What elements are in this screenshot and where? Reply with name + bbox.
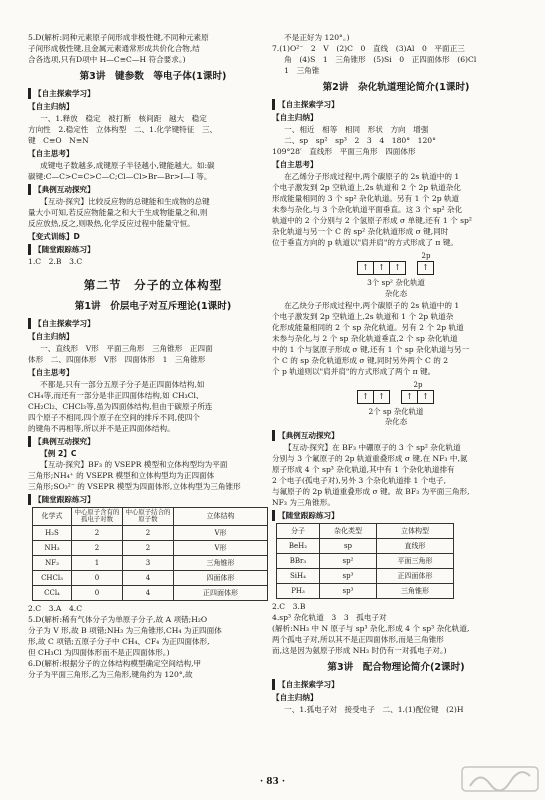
table-header-row (277, 524, 454, 539)
table-cell: 正四面体形 (377, 569, 454, 584)
up-arrow-icon: ↑ (401, 390, 418, 404)
text-line: 在乙烯分子形成过程中,两个碳原子的 2s 轨道中的 1 (284, 171, 460, 181)
text-line: 量大小可知,若反应物能量之和大于生成物能量之和,则 (28, 207, 208, 217)
table-header-row (33, 507, 268, 525)
section-tag: 【自主归纳】 (28, 331, 74, 341)
text-line: 2.C 3.B (272, 602, 306, 612)
diagram-caption: 杂化态 (384, 288, 408, 298)
table-cell: 3 (123, 555, 174, 570)
section-tag: 【变式训练】D (28, 231, 80, 241)
table-cell: 三角锥形 (377, 584, 454, 599)
table-cell: PH₃ (277, 584, 320, 599)
text-line: NF₃ 为三角锥形。 (272, 498, 335, 508)
table-cell: 四面体形 (174, 570, 268, 585)
table-cell: CHCl₃ (33, 570, 72, 585)
up-arrow-icon: ↑ (417, 390, 434, 404)
tag-label: 【随堂跟踪练习】 (28, 494, 95, 505)
tag-label: 【典例互动探究】 (28, 436, 95, 447)
text-line: 4.sp³ 杂化轨道 3 3 孤电子对 (272, 613, 387, 623)
orbital-diagram-sp2 (272, 251, 520, 300)
table-cell: SiH₄ (277, 569, 320, 584)
lesson-title: 第3讲 键参数 等电子体(1课时) (79, 71, 227, 82)
section-tag: 【自主归纳】 (272, 693, 318, 703)
table-cell: 4 (123, 570, 174, 585)
table-header: 中心原子结合的原子数 (123, 507, 174, 525)
table-cell: V形 (174, 540, 268, 555)
answer-table (32, 507, 268, 601)
up-arrow-icon: ↑ (357, 261, 374, 275)
text-line: 个电子激发到 2p 空轨道上,2s 轨道和 1 个 2p 轨道杂 (272, 311, 454, 321)
section-tag (28, 244, 278, 255)
text-line: 二、sp sp² sp³ 2 3 4 180° 120° (284, 135, 436, 145)
text-line: 位于垂直方向的 p 轨道以"肩并肩"的方式形成了 π 键。 (272, 237, 458, 247)
table-cell: 2 (123, 540, 174, 555)
text-line: 个 p 轨道则以"肩并肩"的方式形成了两个 π 键。 (272, 366, 436, 376)
text-line: 7.(1)O²⁻ 2 V (2)C 0 直线 (3)Al 0 平面正三 (272, 44, 465, 53)
text-line: 一、1.孤电子对 接受电子 二、1.(1)配位键 (2)H (284, 705, 464, 715)
section-tag (272, 679, 520, 690)
text-line: 子间形成极性键,且金属元素通常形成共价化合物,结 (28, 44, 200, 53)
table-cell: 直线形 (377, 539, 454, 554)
section-tag (272, 510, 520, 521)
text-line: 1.C 2.B 3.C (28, 256, 83, 266)
text-line: 【例 2】C (40, 448, 77, 458)
section-tag: 【自主归纳】 (272, 112, 318, 122)
table-header: 分子 (277, 524, 320, 539)
tag-label: 【自主探索学习】 (272, 679, 339, 690)
tag-label: 【典例互动探究】 (272, 430, 339, 441)
table-cell: 平面三角形 (377, 554, 454, 569)
table-cell: sp² (320, 554, 377, 569)
section-tag: 【自主归纳】 (28, 101, 74, 111)
text-line: 【互动·探究】BF₃ 的 VSEPR 模型和立体构型均为平面 (40, 459, 228, 469)
orbital-diagram-sp (272, 380, 520, 429)
text-line: 109°28′ 直线形 平面三角形 四面体形 (272, 146, 416, 156)
right-column (272, 32, 520, 715)
watermark-stamp-icon (460, 764, 540, 794)
text-line: 碳键:C—C>C=C>C—C;Cl—Cl>Br—Br>I—I 等。 (28, 171, 212, 181)
text-line: 两个孤电子对,所以其不是正四面体形,而是三角锥形 (272, 635, 444, 645)
text-line: 反应放热,反之,则吸热,化学反应过程中能量守恒。 (28, 218, 195, 228)
orbital-boxes (358, 390, 390, 404)
lesson-title: 第1讲 价层电子对互斥理论(1课时) (74, 300, 232, 312)
tag-label: 【自主探索学习】 (28, 318, 95, 329)
table-header: 中心原子含有的孤电子对数 (72, 507, 123, 525)
text-line: CH₂Cl₂、CHCl₃等,虽为四面体结构,但由于碳原子所连 (28, 401, 213, 411)
table-header: 杂化类型 (320, 524, 377, 539)
table-cell: sp³ (320, 584, 377, 599)
table-cell: sp (320, 539, 377, 554)
table-row (277, 584, 454, 599)
table-cell: 三角锥形 (174, 555, 268, 570)
text-line: 与氟原子的 2p 轨道重叠形成 σ 键。故 BF₃ 为平面三角形, (272, 487, 470, 497)
text-line: 不都是,只有一部分五原子分子是正四面体结构,如 (40, 379, 205, 389)
text-line: 未参与杂化,与 3 个杂化轨道平面垂直。这 3 个 sp² 杂化 (272, 204, 463, 214)
lesson-title: 第3讲 配合物理论简介(2课时) (327, 662, 465, 674)
text-line: 分子为 V 形,故 B 项错;NH₃ 为三角锥形,CH₄ 为正四面体 (28, 625, 222, 635)
table-row (33, 540, 268, 555)
up-arrow-icon: ↑ (389, 261, 406, 275)
table-cell: 0 (72, 585, 123, 600)
tag-label: 【典例互动探究】 (28, 184, 95, 195)
table-cell: V形 (174, 525, 268, 540)
table-row (33, 555, 268, 570)
text-line: 5.D(解析:同种元素原子间形成非极性键,不同种元素原 (28, 33, 209, 42)
section-tag (28, 318, 278, 329)
text-line: 形,故 C 项错;五原子分子中 CH₄、CF₄ 为正四面体形, (28, 636, 210, 646)
table-cell: 2 (72, 525, 123, 540)
table-cell: 2 (123, 525, 174, 540)
section-tag: 【自主思考】 (272, 159, 318, 169)
section-tag (272, 430, 520, 441)
text-line: 角 (4)S 1 三角锥形 (5)Si 0 正四面体形 (6)Cl (284, 55, 477, 64)
text-line: 形成能量相同的 3 个 sp² 杂化轨道。另有 1 个 2p 轨道 (272, 193, 460, 203)
text-line: 一、相近 相等 相同 形状 方向 增强 (284, 124, 429, 134)
table-header: 化学式 (33, 507, 72, 525)
diagram-caption: 2个 sp 杂化轨道 (368, 406, 424, 416)
text-line: 5.D(解析:稀有气体分子为单原子分子,故 A 项错;H₂O (28, 614, 208, 624)
text-line: 而,这是因为氨原子形成 NH₃ 时仍有一对孤电子对。) (272, 646, 447, 656)
table-cell: 4 (123, 585, 174, 600)
text-line: 6.D(解析:根据分子的立体结构模型确定空间结构,甲 (28, 658, 202, 668)
text-line: 方向性 2.稳定性 立体构型 二、1.化学键特征 三、 (28, 124, 218, 134)
text-line: 一、直线形 V形 平面三角形 三角锥形 正四面 (40, 343, 213, 353)
text-line: (解析:NH₃ 中 N 原子与 sp³ 杂化,形成 4 个 sp³ 杂化轨道, (272, 624, 470, 634)
answer-table (276, 523, 454, 599)
table-header: 立体构型 (377, 524, 454, 539)
table-cell: 1 (72, 555, 123, 570)
table-cell: BeH₂ (277, 539, 320, 554)
text-line: 原子形成 4 个 sp³ 杂化轨道,其中有 1 个杂化轨道排有 (272, 465, 455, 475)
tag-label: 【随堂跟踪练习】 (28, 244, 95, 255)
section-tag (28, 494, 278, 505)
table-cell: CCl₄ (33, 585, 72, 600)
section-tag (28, 184, 278, 195)
text-line: 未参与杂化,与 2 个 sp 杂化轨道垂直,2 个 sp 杂化轨道 (272, 333, 458, 343)
text-line: 2 个电子(孤电子对),另外 3 个杂化轨道排 1 个电子, (272, 476, 447, 486)
text-line: 杂化轨道与另一个 C 的 sp² 杂化轨道形成 σ 键,同时 (272, 226, 449, 236)
section-tag (272, 99, 520, 110)
up-arrow-icon: ↑ (373, 261, 390, 275)
text-line: 的键角不再相等,所以并不是正四面体结构。 (28, 423, 175, 433)
text-line: 成键电子数越多,成键原子半径越小,键能越大。如:碳 (40, 160, 215, 170)
left-column (28, 32, 278, 680)
table-cell: sp³ (320, 569, 377, 584)
table-row (33, 570, 268, 585)
table-row (277, 554, 454, 569)
text-line: 【互动·探究】比较反应物的总键能和生成物的总键 (40, 196, 210, 206)
tag-label: 【自主探索学习】 (28, 88, 95, 99)
text-line: 三角形;SO₃²⁻ 的 VSEPR 模型为四面体形,立体构型为三角锥形 (28, 481, 241, 491)
text-line: 体形 二、四面体形 V形 四面体形 1 三角锥形 (28, 354, 206, 364)
up-arrow-icon: ↑ (357, 390, 374, 404)
text-line: 在乙炔分子形成过程中,两个碳原子的 2s 轨道中的 1 (284, 300, 460, 310)
section-title: 第二节 分子的立体构型 (83, 277, 223, 292)
orbital-label: 2p (413, 380, 423, 389)
table-cell: H₂S (33, 525, 72, 540)
table-header: 立体结构 (174, 507, 268, 525)
text-line: 中的 1 个与氢原子形成 σ 键,还有 1 个 sp 杂化轨道与另一 (272, 344, 470, 354)
table-row (277, 539, 454, 554)
up-arrow-icon: ↑ (417, 261, 434, 275)
page-number: · 83 · (259, 777, 286, 787)
lesson-title: 第2讲 杂化轨道理论简介(1课时) (322, 82, 470, 93)
table-cell: NH₃ (33, 540, 72, 555)
text-line: 三角形;NH₄⁺ 的 VSEPR 模型和立体构型均为正四面体 (28, 470, 215, 480)
text-line: 1 三角锥 (284, 66, 320, 75)
text-line: 合各选项,只有D项中 H—C≡C—H 符合要求。) (28, 55, 186, 64)
text-line: 个 C 的 sp 杂化轨道形成 σ 键,同时另外两个 C 的 2 (272, 355, 449, 365)
section-tag (28, 88, 278, 99)
text-line: CH₄等,而还有一部分是非正四面体结构,如 CH₃Cl、 (28, 390, 204, 400)
diagram-caption: 杂化态 (384, 417, 408, 427)
table-cell: BBr₃ (277, 554, 320, 569)
diagram-caption: 3个 sp² 杂化轨道 (367, 278, 425, 288)
up-arrow-icon: ↑ (373, 390, 390, 404)
table-cell: 0 (72, 570, 123, 585)
text-line: 分别与 3 个氟原子的 2p 轨道重叠形成 σ 键,在 NF₃ 中,氮 (272, 454, 468, 464)
text-line: 四个原子不相同,四个原子在空间的排斥不同,使四个 (28, 412, 200, 422)
table-cell: 2 (72, 540, 123, 555)
text-line: 不是正好为 120°。) (284, 33, 350, 42)
table-cell: 正四面体形 (174, 585, 268, 600)
section-tag: 【自主思考】 (28, 367, 74, 377)
table-cell: NF₃ (33, 555, 72, 570)
tag-label: 【自主探索学习】 (272, 99, 339, 110)
table-row (33, 525, 268, 540)
text-line: 但 CH₃Cl 为四面体形而不是正四面体形。) (28, 647, 170, 657)
tag-label: 【随堂跟踪练习】 (272, 510, 339, 521)
table-row (33, 585, 268, 600)
text-line: 轨道中的 2 个分别与 2 个氢原子形成 σ 单键,还有 1 个 sp² (272, 215, 472, 225)
section-tag: 【自主思考】 (28, 148, 74, 158)
table-row (277, 569, 454, 584)
text-line: 化形成能量相同的 2 个 sp 杂化轨道。另有 2 个 2p 轨道 (272, 322, 464, 332)
text-line: 【互动·探究】在 BF₃ 中硼原子的 3 个 sp² 杂化轨道 (284, 443, 461, 453)
text-line: 分子为平面三角形,乙为三角形,键角约为 120°,故 (28, 669, 193, 679)
section-tag (28, 436, 278, 447)
text-line: 键 C≡O N≡N (28, 135, 89, 145)
text-line: 一、1.释放 稳定 被打断 核间距 越大 稳定 (40, 113, 207, 123)
orbital-label: 2p (421, 251, 431, 260)
text-line: 个电子激发到 2p 空轨道上,2s 轨道和 2 个 2p 轨道杂化 (272, 182, 461, 192)
text-line: 2.C 3.A 4.C (28, 603, 83, 613)
orbital-boxes (358, 261, 406, 275)
